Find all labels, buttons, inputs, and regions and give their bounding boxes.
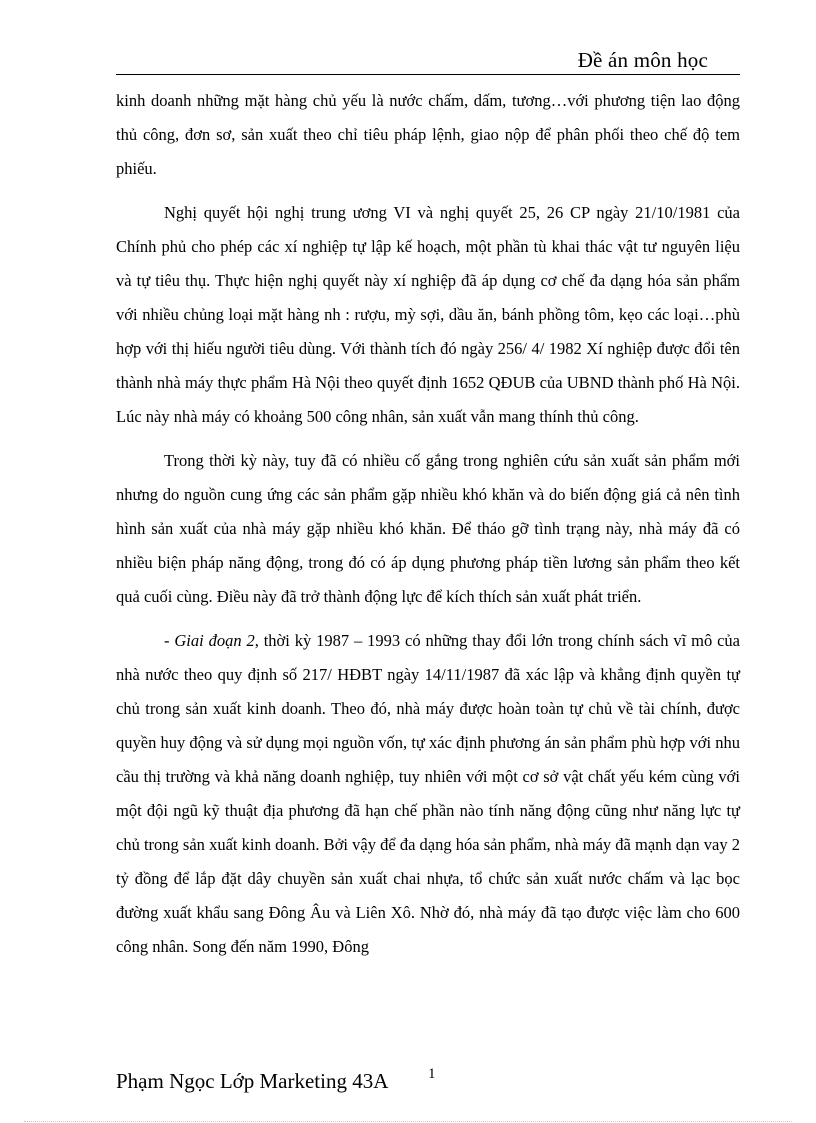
footer-author: Phạm Ngọc Lớp Marketing 43A: [116, 1069, 389, 1093]
paragraph-2: Nghị quyết hội nghị trung ương VI và nghị quyết 25, 26 CP ngày 21/10/1981 của Chính phủ cho phép các xí nghiệp tự lập kế hoạch, một phần tù khai thác vật tư nguyên liệu và tự tiêu thụ. Thực hiện nghị quyết này xí nghiệp đã áp dụng cơ chế đa dạng hóa sản phẩm với nhiều chủng loại mặt hàng nh : rượu, mỳ sợi, dầu ăn, bánh phồng tôm, kẹo các loại…phù hợp với thị hiếu người tiêu dùng. Với thành tích đó ngày 256/ 4/ 1982 Xí nghiệp được đổi tên thành nhà máy thực phẩm Hà Nội theo quyết định 1652 QĐUB của UBND thành phố Hà Nội. Lúc này nhà máy có khoảng 500 công nhân, sản xuất vẫn mang thính thủ công.: [116, 203, 740, 426]
paragraph-4-text: , thời kỳ 1987 – 1993 có những thay đổi lớn trong chính sách vĩ mô của nhà nước theo quy định số 217/ HĐBT ngày 14/11/1987 đã xác lập và khẳng định quyền tự chủ trong sản xuất kinh doanh. Theo đó, nhà máy được hoàn toàn tự chủ về tài chính, được quyền huy động và sử dụng mọi nguồn vốn, tự xác định phương án sản phẩm phù hợp với nhu cầu thị trường và khả năng doanh nghiệp, tuy nhiên với một cơ sở vật chất yếu kém cùng với một đội ngũ kỹ thuật địa phương đã hạn chế phần nào tính năng động cũng như năng lực tự chủ trong sản xuất kinh doanh. Bởi vậy để đa dạng hóa sản phẩm, nhà máy đã mạnh dạn vay 2 tỷ đồng để lắp đặt dây chuyền sản xuất chai nhựa, tổ chức sản xuất nước chấm và lạc bọc đường xuất khẩu sang Đông Âu và Liên Xô. Nhờ đó, nhà máy đã tạo được việc làm cho 600 công nhân. Song đến năm 1990, Đông: [116, 631, 740, 956]
header-divider: [116, 74, 740, 75]
paragraph-3: Trong thời kỳ này, tuy đã có nhiều cố gắng trong nghiên cứu sản xuất sản phẩm mới nhưng do nguồn cung ứng các sản phẩm gặp nhiều khó khăn và do biến động giá cả nên tình hình sản xuất của nhà máy gặp nhiều khó khăn. Để tháo gỡ tình trạng này, nhà máy đã có nhiều biện pháp năng động, trong đó có áp dụng phương pháp tiền lương sản phẩm theo kết quả cuối cùng. Điều này đã trở thành động lực để kích thích sản xuất phát triển.: [116, 451, 740, 606]
paragraph-1: kinh doanh những mặt hàng chủ yếu là nước chấm, dấm, tương…với phương tiện lao động thủ công, đơn sơ, sản xuất theo chỉ tiêu pháp lệnh, giao nộp để phân phối theo chế độ tem phiếu.: [116, 91, 740, 178]
document-body: [116, 84, 740, 974]
paragraph-4: [116, 624, 740, 964]
paragraph-4-italic-heading: Giai đoạn 2: [174, 631, 255, 650]
page-bottom-border: [24, 1121, 792, 1122]
paragraph-4-prefix: -: [164, 631, 175, 650]
document-header-title: Đề án môn học: [577, 48, 708, 72]
page-number: 1: [428, 1066, 436, 1082]
